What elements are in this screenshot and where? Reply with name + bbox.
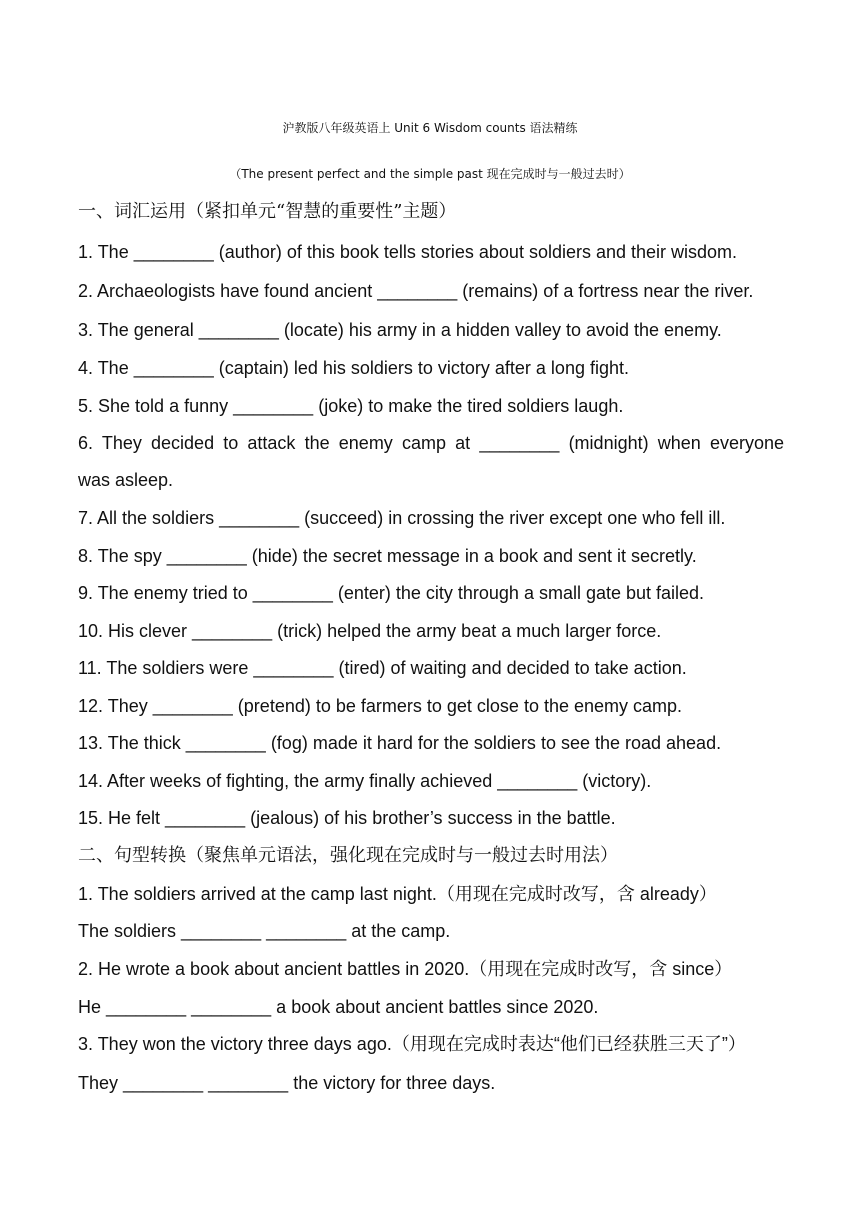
vocab-item-1: 1. The ________ (author) of this book tells stories about soldiers and their wisdom. [78,242,738,262]
vocab-item-8: 8. The spy ________ (hide) the secret message in a book and sent it secretly. [78,546,697,566]
vocab-item-6: 6. They decided to attack the enemy camp at ________ (midnight) when everyone [78,433,784,453]
transform-item-1-answer: The soldiers ________ ________ at the camp. [78,921,451,941]
transform-item-3-answer: They ________ ________ the victory for three days. [78,1073,496,1093]
vocab-item-6-continued: was asleep. [78,470,174,490]
section-2-heading: 二、句型转换（聚焦单元语法，强化现在完成时与一般过去时用法） [78,845,618,866]
page-subtitle: （The present perfect and the simple past 现在完成时与一般过去时） [229,167,631,181]
vocab-item-15: 15. He felt ________ (jealous) of his brother’s success in the battle. [78,808,616,828]
section-1-heading: 一、词汇运用（紧扣单元“智慧的重要性”主题） [78,201,457,222]
transform-item-2: 2. He wrote a book about ancient battles in 2020.（用现在完成时改写，含 since） [78,959,733,979]
vocab-item-7: 7. All the soldiers ________ (succeed) in crossing the river except one who fell ill. [78,508,726,528]
vocab-item-14: 14. After weeks of fighting, the army finally achieved ________ (victory). [78,771,652,791]
vocab-item-10: 10. His clever ________ (trick) helped the army beat a much larger force. [78,621,662,641]
page-title: 沪教版八年级英语上 Unit 6 Wisdom counts 语法精练 [282,121,578,135]
vocab-item-4: 4. The ________ (captain) led his soldiers to victory after a long fight. [78,358,629,378]
vocab-item-13: 13. The thick ________ (fog) made it hard for the soldiers to see the road ahead. [78,733,722,753]
vocab-item-2: 2. Archaeologists have found ancient ________ (remains) of a fortress near the river. [78,281,754,301]
transform-item-1: 1. The soldiers arrived at the camp last night.（用现在完成时改写，含 already） [78,884,717,904]
transform-item-2-answer: He ________ ________ a book about ancient battles since 2020. [78,997,599,1017]
vocab-item-11: 11. The soldiers were ________ (tired) of waiting and decided to take action. [78,658,687,678]
transform-item-3: 3. They won the victory three days ago.（用现在完成时表达“他们已经获胜三天了”） [78,1034,746,1054]
vocab-item-12: 12. They ________ (pretend) to be farmers to get close to the enemy camp. [78,696,683,716]
vocab-item-5: 5. She told a funny ________ (joke) to make the tired soldiers laugh. [78,396,624,416]
vocab-item-9: 9. The enemy tried to ________ (enter) the city through a small gate but failed. [78,583,705,603]
vocab-item-3: 3. The general ________ (locate) his army in a hidden valley to avoid the enemy. [78,320,722,340]
